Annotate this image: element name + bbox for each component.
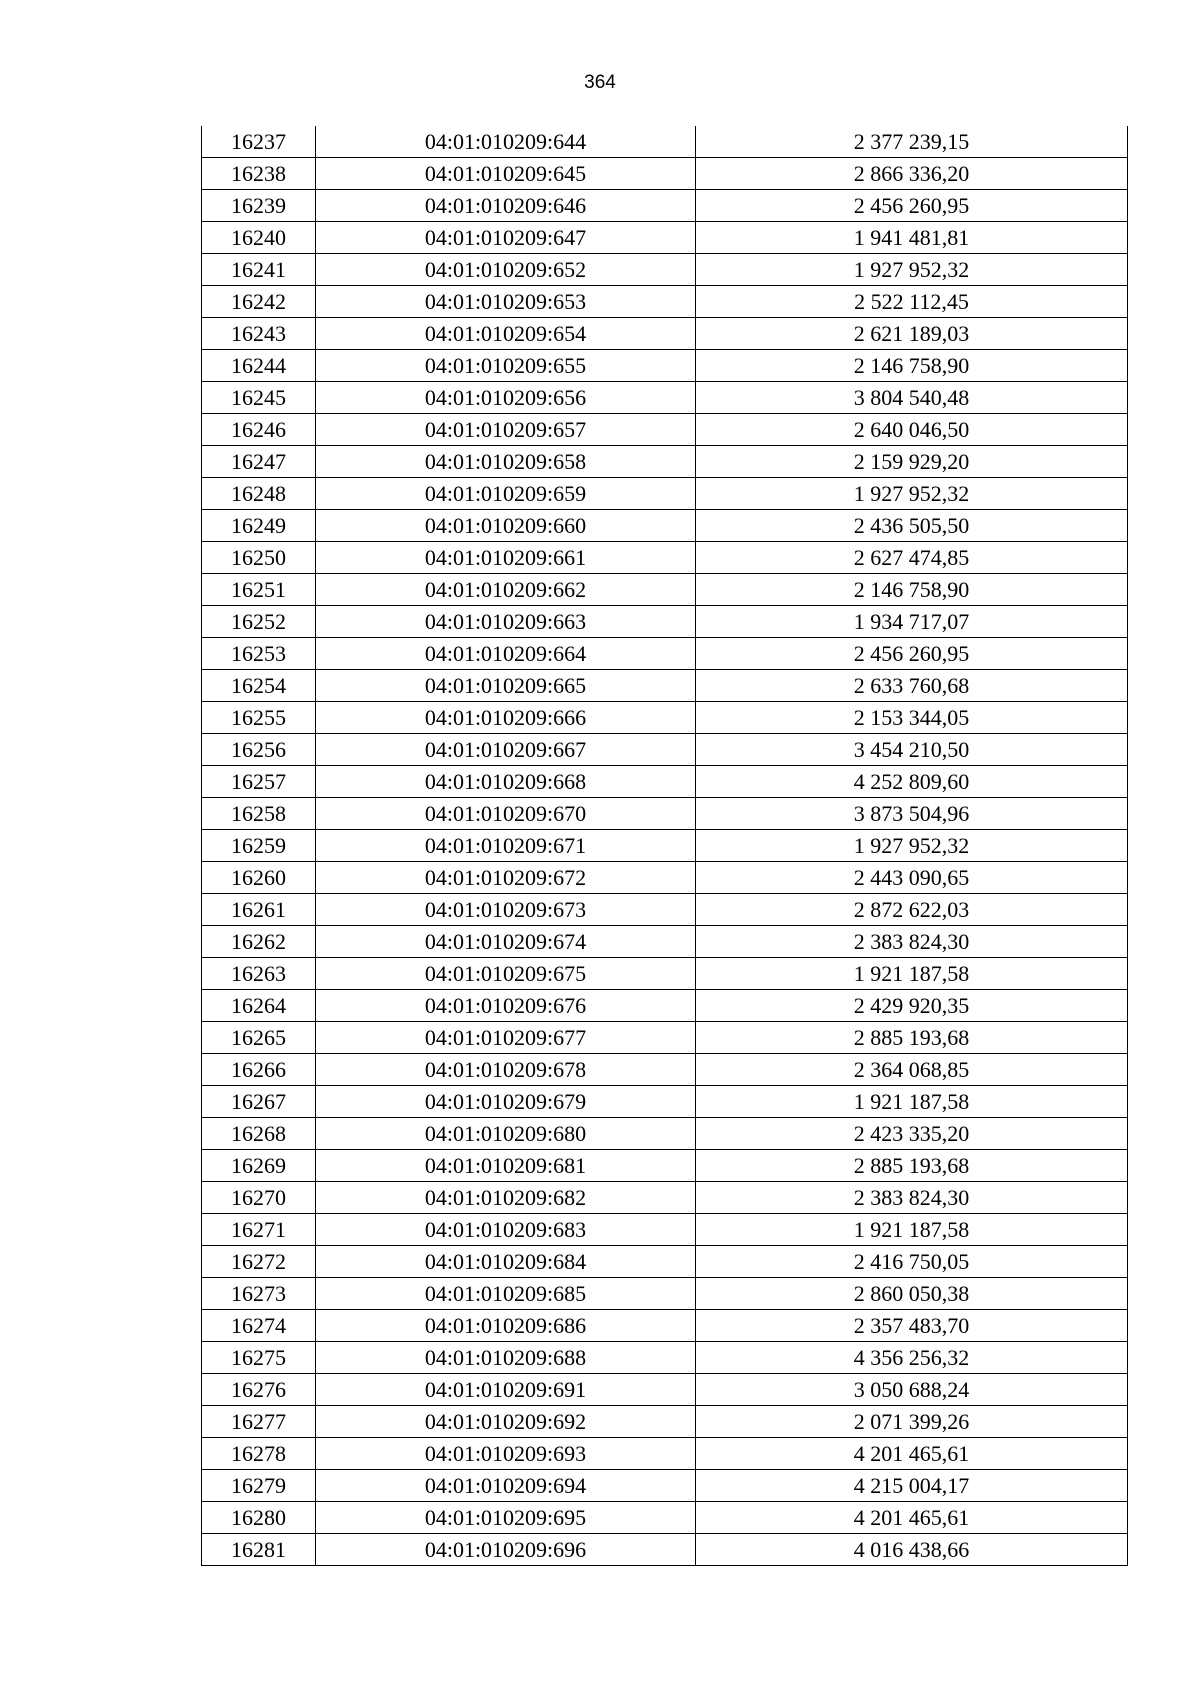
table-row	[202, 574, 1128, 606]
table-row	[202, 1470, 1128, 1502]
cadastral-number-cell: 04:01:010209:673	[316, 894, 696, 926]
cadastral-number-cell: 04:01:010209:667	[316, 734, 696, 766]
row-number-cell: 16249	[202, 510, 316, 542]
cadastral-number-cell: 04:01:010209:645	[316, 158, 696, 190]
cadastral-number-cell: 04:01:010209:696	[316, 1534, 696, 1566]
table-row	[202, 1182, 1128, 1214]
cadastral-number-cell: 04:01:010209:675	[316, 958, 696, 990]
cadastral-value-cell: 3 873 504,96	[696, 798, 1128, 830]
row-number-cell: 16240	[202, 222, 316, 254]
row-number-cell: 16246	[202, 414, 316, 446]
cadastral-number-cell: 04:01:010209:674	[316, 926, 696, 958]
cadastral-number-cell: 04:01:010209:668	[316, 766, 696, 798]
table-row	[202, 1310, 1128, 1342]
cadastral-number-cell: 04:01:010209:684	[316, 1246, 696, 1278]
cadastral-value-cell: 2 364 068,85	[696, 1054, 1128, 1086]
row-number-cell: 16265	[202, 1022, 316, 1054]
table-body	[202, 126, 1128, 1566]
cadastral-number-cell: 04:01:010209:693	[316, 1438, 696, 1470]
table-row	[202, 1406, 1128, 1438]
row-number-cell: 16277	[202, 1406, 316, 1438]
table-row	[202, 510, 1128, 542]
cadastral-value-cell: 2 357 483,70	[696, 1310, 1128, 1342]
cadastral-value-cell: 4 356 256,32	[696, 1342, 1128, 1374]
data-table	[201, 126, 1128, 1566]
cadastral-number-cell: 04:01:010209:692	[316, 1406, 696, 1438]
cadastral-number-cell: 04:01:010209:682	[316, 1182, 696, 1214]
table-row	[202, 1214, 1128, 1246]
table-row	[202, 414, 1128, 446]
row-number-cell: 16271	[202, 1214, 316, 1246]
row-number-cell: 16275	[202, 1342, 316, 1374]
cadastral-number-cell: 04:01:010209:688	[316, 1342, 696, 1374]
table-row	[202, 798, 1128, 830]
row-number-cell: 16252	[202, 606, 316, 638]
cadastral-value-cell: 2 146 758,90	[696, 574, 1128, 606]
cadastral-number-cell: 04:01:010209:664	[316, 638, 696, 670]
row-number-cell: 16238	[202, 158, 316, 190]
row-number-cell: 16244	[202, 350, 316, 382]
cadastral-number-cell: 04:01:010209:660	[316, 510, 696, 542]
row-number-cell: 16237	[202, 126, 316, 158]
cadastral-number-cell: 04:01:010209:683	[316, 1214, 696, 1246]
cadastral-number-cell: 04:01:010209:663	[316, 606, 696, 638]
row-number-cell: 16248	[202, 478, 316, 510]
table-row	[202, 446, 1128, 478]
row-number-cell: 16276	[202, 1374, 316, 1406]
cadastral-number-cell: 04:01:010209:678	[316, 1054, 696, 1086]
table-row	[202, 190, 1128, 222]
table-row	[202, 1278, 1128, 1310]
cadastral-value-cell: 2 429 920,35	[696, 990, 1128, 1022]
row-number-cell: 16239	[202, 190, 316, 222]
cadastral-number-cell: 04:01:010209:658	[316, 446, 696, 478]
row-number-cell: 16274	[202, 1310, 316, 1342]
cadastral-value-cell: 3 804 540,48	[696, 382, 1128, 414]
row-number-cell: 16263	[202, 958, 316, 990]
cadastral-value-cell: 2 885 193,68	[696, 1150, 1128, 1182]
row-number-cell: 16259	[202, 830, 316, 862]
cadastral-number-cell: 04:01:010209:691	[316, 1374, 696, 1406]
cadastral-value-cell: 2 377 239,15	[696, 126, 1128, 158]
table-row	[202, 478, 1128, 510]
cadastral-value-cell: 4 201 465,61	[696, 1502, 1128, 1534]
cadastral-value-cell: 1 934 717,07	[696, 606, 1128, 638]
row-number-cell: 16254	[202, 670, 316, 702]
cadastral-number-cell: 04:01:010209:666	[316, 702, 696, 734]
page-number: 364	[584, 72, 616, 93]
row-number-cell: 16262	[202, 926, 316, 958]
cadastral-number-cell: 04:01:010209:665	[316, 670, 696, 702]
table-row	[202, 1374, 1128, 1406]
table-row	[202, 1502, 1128, 1534]
cadastral-number-cell: 04:01:010209:656	[316, 382, 696, 414]
cadastral-value-cell: 2 146 758,90	[696, 350, 1128, 382]
cadastral-value-cell: 2 860 050,38	[696, 1278, 1128, 1310]
table-row	[202, 702, 1128, 734]
cadastral-value-cell: 3 454 210,50	[696, 734, 1128, 766]
cadastral-number-cell: 04:01:010209:659	[316, 478, 696, 510]
table-row	[202, 670, 1128, 702]
cadastral-number-cell: 04:01:010209:680	[316, 1118, 696, 1150]
row-number-cell: 16247	[202, 446, 316, 478]
cadastral-value-cell: 2 443 090,65	[696, 862, 1128, 894]
cadastral-number-cell: 04:01:010209:695	[316, 1502, 696, 1534]
table-row	[202, 382, 1128, 414]
row-number-cell: 16258	[202, 798, 316, 830]
cadastral-number-cell: 04:01:010209:671	[316, 830, 696, 862]
row-number-cell: 16264	[202, 990, 316, 1022]
cadastral-number-cell: 04:01:010209:661	[316, 542, 696, 574]
table-row	[202, 1054, 1128, 1086]
cadastral-number-cell: 04:01:010209:646	[316, 190, 696, 222]
cadastral-number-cell: 04:01:010209:653	[316, 286, 696, 318]
row-number-cell: 16251	[202, 574, 316, 606]
cadastral-value-cell: 2 522 112,45	[696, 286, 1128, 318]
table-row	[202, 1022, 1128, 1054]
row-number-cell: 16278	[202, 1438, 316, 1470]
row-number-cell: 16241	[202, 254, 316, 286]
cadastral-number-cell: 04:01:010209:672	[316, 862, 696, 894]
row-number-cell: 16243	[202, 318, 316, 350]
cadastral-value-cell: 2 423 335,20	[696, 1118, 1128, 1150]
cadastral-value-cell: 3 050 688,24	[696, 1374, 1128, 1406]
cadastral-value-cell: 4 252 809,60	[696, 766, 1128, 798]
cadastral-value-cell: 1 941 481,81	[696, 222, 1128, 254]
table-row	[202, 830, 1128, 862]
table-row	[202, 1246, 1128, 1278]
table-row	[202, 126, 1128, 158]
row-number-cell: 16268	[202, 1118, 316, 1150]
cadastral-value-cell: 2 872 622,03	[696, 894, 1128, 926]
cadastral-number-cell: 04:01:010209:655	[316, 350, 696, 382]
cadastral-value-cell: 1 927 952,32	[696, 830, 1128, 862]
table-row	[202, 606, 1128, 638]
table-row	[202, 1534, 1128, 1566]
row-number-cell: 16267	[202, 1086, 316, 1118]
table-row	[202, 990, 1128, 1022]
cadastral-value-cell: 2 866 336,20	[696, 158, 1128, 190]
cadastral-value-cell: 1 921 187,58	[696, 1214, 1128, 1246]
row-number-cell: 16279	[202, 1470, 316, 1502]
cadastral-number-cell: 04:01:010209:670	[316, 798, 696, 830]
cadastral-value-cell: 2 383 824,30	[696, 1182, 1128, 1214]
table-row	[202, 1118, 1128, 1150]
table-row	[202, 638, 1128, 670]
table-row	[202, 766, 1128, 798]
cadastral-number-cell: 04:01:010209:681	[316, 1150, 696, 1182]
cadastral-value-cell: 4 215 004,17	[696, 1470, 1128, 1502]
cadastral-number-cell: 04:01:010209:647	[316, 222, 696, 254]
table-row	[202, 1086, 1128, 1118]
cadastral-value-cell: 2 456 260,95	[696, 638, 1128, 670]
table-row	[202, 734, 1128, 766]
row-number-cell: 16257	[202, 766, 316, 798]
cadastral-value-cell: 2 071 399,26	[696, 1406, 1128, 1438]
row-number-cell: 16250	[202, 542, 316, 574]
cadastral-number-cell: 04:01:010209:676	[316, 990, 696, 1022]
row-number-cell: 16269	[202, 1150, 316, 1182]
cadastral-value-cell: 1 927 952,32	[696, 254, 1128, 286]
cadastral-number-cell: 04:01:010209:686	[316, 1310, 696, 1342]
row-number-cell: 16255	[202, 702, 316, 734]
cadastral-value-cell: 1 921 187,58	[696, 1086, 1128, 1118]
cadastral-number-cell: 04:01:010209:644	[316, 126, 696, 158]
data-table-container	[201, 126, 1127, 1566]
table-row	[202, 254, 1128, 286]
table-row	[202, 894, 1128, 926]
cadastral-value-cell: 1 921 187,58	[696, 958, 1128, 990]
row-number-cell: 16253	[202, 638, 316, 670]
table-row	[202, 1150, 1128, 1182]
table-row	[202, 350, 1128, 382]
cadastral-number-cell: 04:01:010209:662	[316, 574, 696, 606]
row-number-cell: 16245	[202, 382, 316, 414]
row-number-cell: 16256	[202, 734, 316, 766]
cadastral-number-cell: 04:01:010209:654	[316, 318, 696, 350]
table-row	[202, 926, 1128, 958]
cadastral-value-cell: 2 885 193,68	[696, 1022, 1128, 1054]
row-number-cell: 16273	[202, 1278, 316, 1310]
cadastral-value-cell: 4 016 438,66	[696, 1534, 1128, 1566]
cadastral-value-cell: 2 159 929,20	[696, 446, 1128, 478]
row-number-cell: 16280	[202, 1502, 316, 1534]
table-row	[202, 1438, 1128, 1470]
row-number-cell: 16272	[202, 1246, 316, 1278]
row-number-cell: 16281	[202, 1534, 316, 1566]
table-row	[202, 222, 1128, 254]
cadastral-value-cell: 2 633 760,68	[696, 670, 1128, 702]
table-row	[202, 286, 1128, 318]
table-row	[202, 542, 1128, 574]
cadastral-value-cell: 4 201 465,61	[696, 1438, 1128, 1470]
row-number-cell: 16266	[202, 1054, 316, 1086]
table-row	[202, 862, 1128, 894]
cadastral-number-cell: 04:01:010209:679	[316, 1086, 696, 1118]
cadastral-number-cell: 04:01:010209:694	[316, 1470, 696, 1502]
table-row	[202, 1342, 1128, 1374]
cadastral-number-cell: 04:01:010209:677	[316, 1022, 696, 1054]
cadastral-number-cell: 04:01:010209:685	[316, 1278, 696, 1310]
table-row	[202, 958, 1128, 990]
cadastral-value-cell: 1 927 952,32	[696, 478, 1128, 510]
cadastral-value-cell: 2 640 046,50	[696, 414, 1128, 446]
row-number-cell: 16270	[202, 1182, 316, 1214]
cadastral-value-cell: 2 416 750,05	[696, 1246, 1128, 1278]
cadastral-number-cell: 04:01:010209:657	[316, 414, 696, 446]
row-number-cell: 16242	[202, 286, 316, 318]
cadastral-value-cell: 2 436 505,50	[696, 510, 1128, 542]
table-row	[202, 158, 1128, 190]
table-row	[202, 318, 1128, 350]
row-number-cell: 16261	[202, 894, 316, 926]
cadastral-value-cell: 2 456 260,95	[696, 190, 1128, 222]
cadastral-value-cell: 2 621 189,03	[696, 318, 1128, 350]
cadastral-value-cell: 2 627 474,85	[696, 542, 1128, 574]
cadastral-number-cell: 04:01:010209:652	[316, 254, 696, 286]
row-number-cell: 16260	[202, 862, 316, 894]
cadastral-value-cell: 2 153 344,05	[696, 702, 1128, 734]
cadastral-value-cell: 2 383 824,30	[696, 926, 1128, 958]
